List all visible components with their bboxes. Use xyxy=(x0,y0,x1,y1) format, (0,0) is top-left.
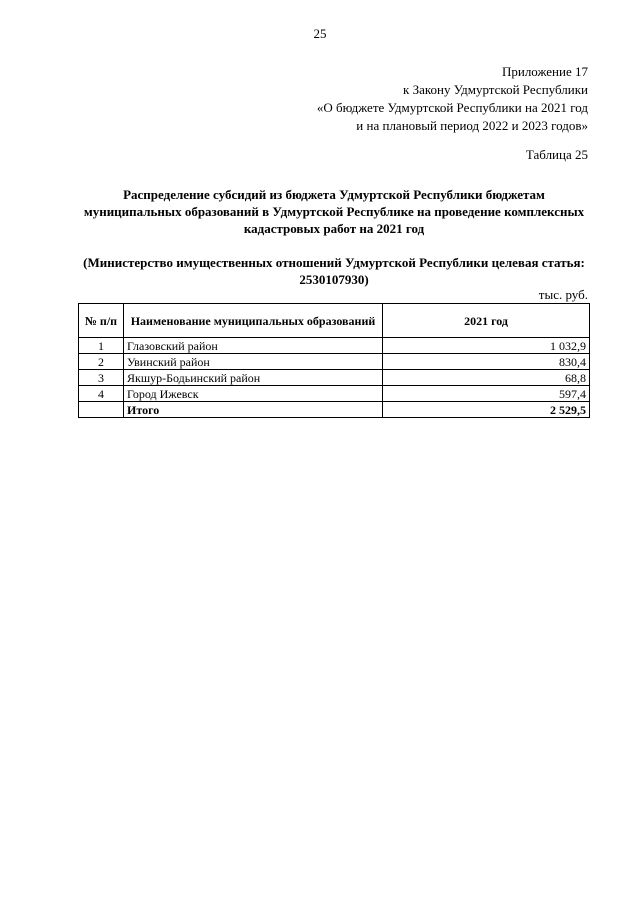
appendix-line-3: «О бюджете Удмуртской Республики на 2021 год xyxy=(316,100,588,115)
row-name: Город Ижевск xyxy=(124,386,383,402)
total-num-empty xyxy=(79,402,124,418)
table-row xyxy=(79,338,590,354)
row-num: 2 xyxy=(79,354,124,370)
table-header-row xyxy=(79,304,590,338)
row-num: 4 xyxy=(79,386,124,402)
row-value: 830,4 xyxy=(383,354,590,370)
subtitle-line-1: (Министерство имущественных отношений Удмуртской Республики целевая статья: xyxy=(83,255,585,270)
total-value: 2 529,5 xyxy=(383,402,590,418)
appendix-line-4: и на плановый период 2022 и 2023 годов» xyxy=(356,118,588,133)
total-row xyxy=(79,402,590,418)
total-label: Итого xyxy=(124,402,383,418)
header-num: № п/п xyxy=(79,304,124,338)
header-year: 2021 год xyxy=(383,304,590,338)
row-name: Якшур-Бодьинский район xyxy=(124,370,383,386)
appendix-line-1: Приложение 17 xyxy=(501,64,588,79)
title-line-3: кадастровых работ на 2021 год xyxy=(243,221,425,236)
document-title xyxy=(78,186,590,237)
row-name: Глазовский район xyxy=(124,338,383,354)
units-label: тыс. руб. xyxy=(538,287,588,302)
document-subtitle xyxy=(78,254,590,288)
row-value: 597,4 xyxy=(383,386,590,402)
title-line-1: Распределение субсидий из бюджета Удмуртской Республики бюджетам xyxy=(123,187,545,202)
row-value: 1 032,9 xyxy=(383,338,590,354)
row-num: 3 xyxy=(79,370,124,386)
row-value: 68,8 xyxy=(383,370,590,386)
appendix-line-2: к Закону Удмуртской Республики xyxy=(403,82,588,97)
appendix-header xyxy=(317,63,588,135)
table-row xyxy=(79,370,590,386)
subtitle-line-2: 2530107930) xyxy=(299,272,369,287)
page-number: 25 xyxy=(313,26,327,41)
header-name: Наименование муниципальных образований xyxy=(124,304,383,338)
row-name: Увинский район xyxy=(124,354,383,370)
title-line-2: муниципальных образований в Удмуртской Республике на проведение комплексных xyxy=(83,204,585,219)
table-label: Таблица 25 xyxy=(525,147,588,162)
subsidy-table xyxy=(78,303,590,418)
table-row xyxy=(79,386,590,402)
row-num: 1 xyxy=(79,338,124,354)
table-row xyxy=(79,354,590,370)
